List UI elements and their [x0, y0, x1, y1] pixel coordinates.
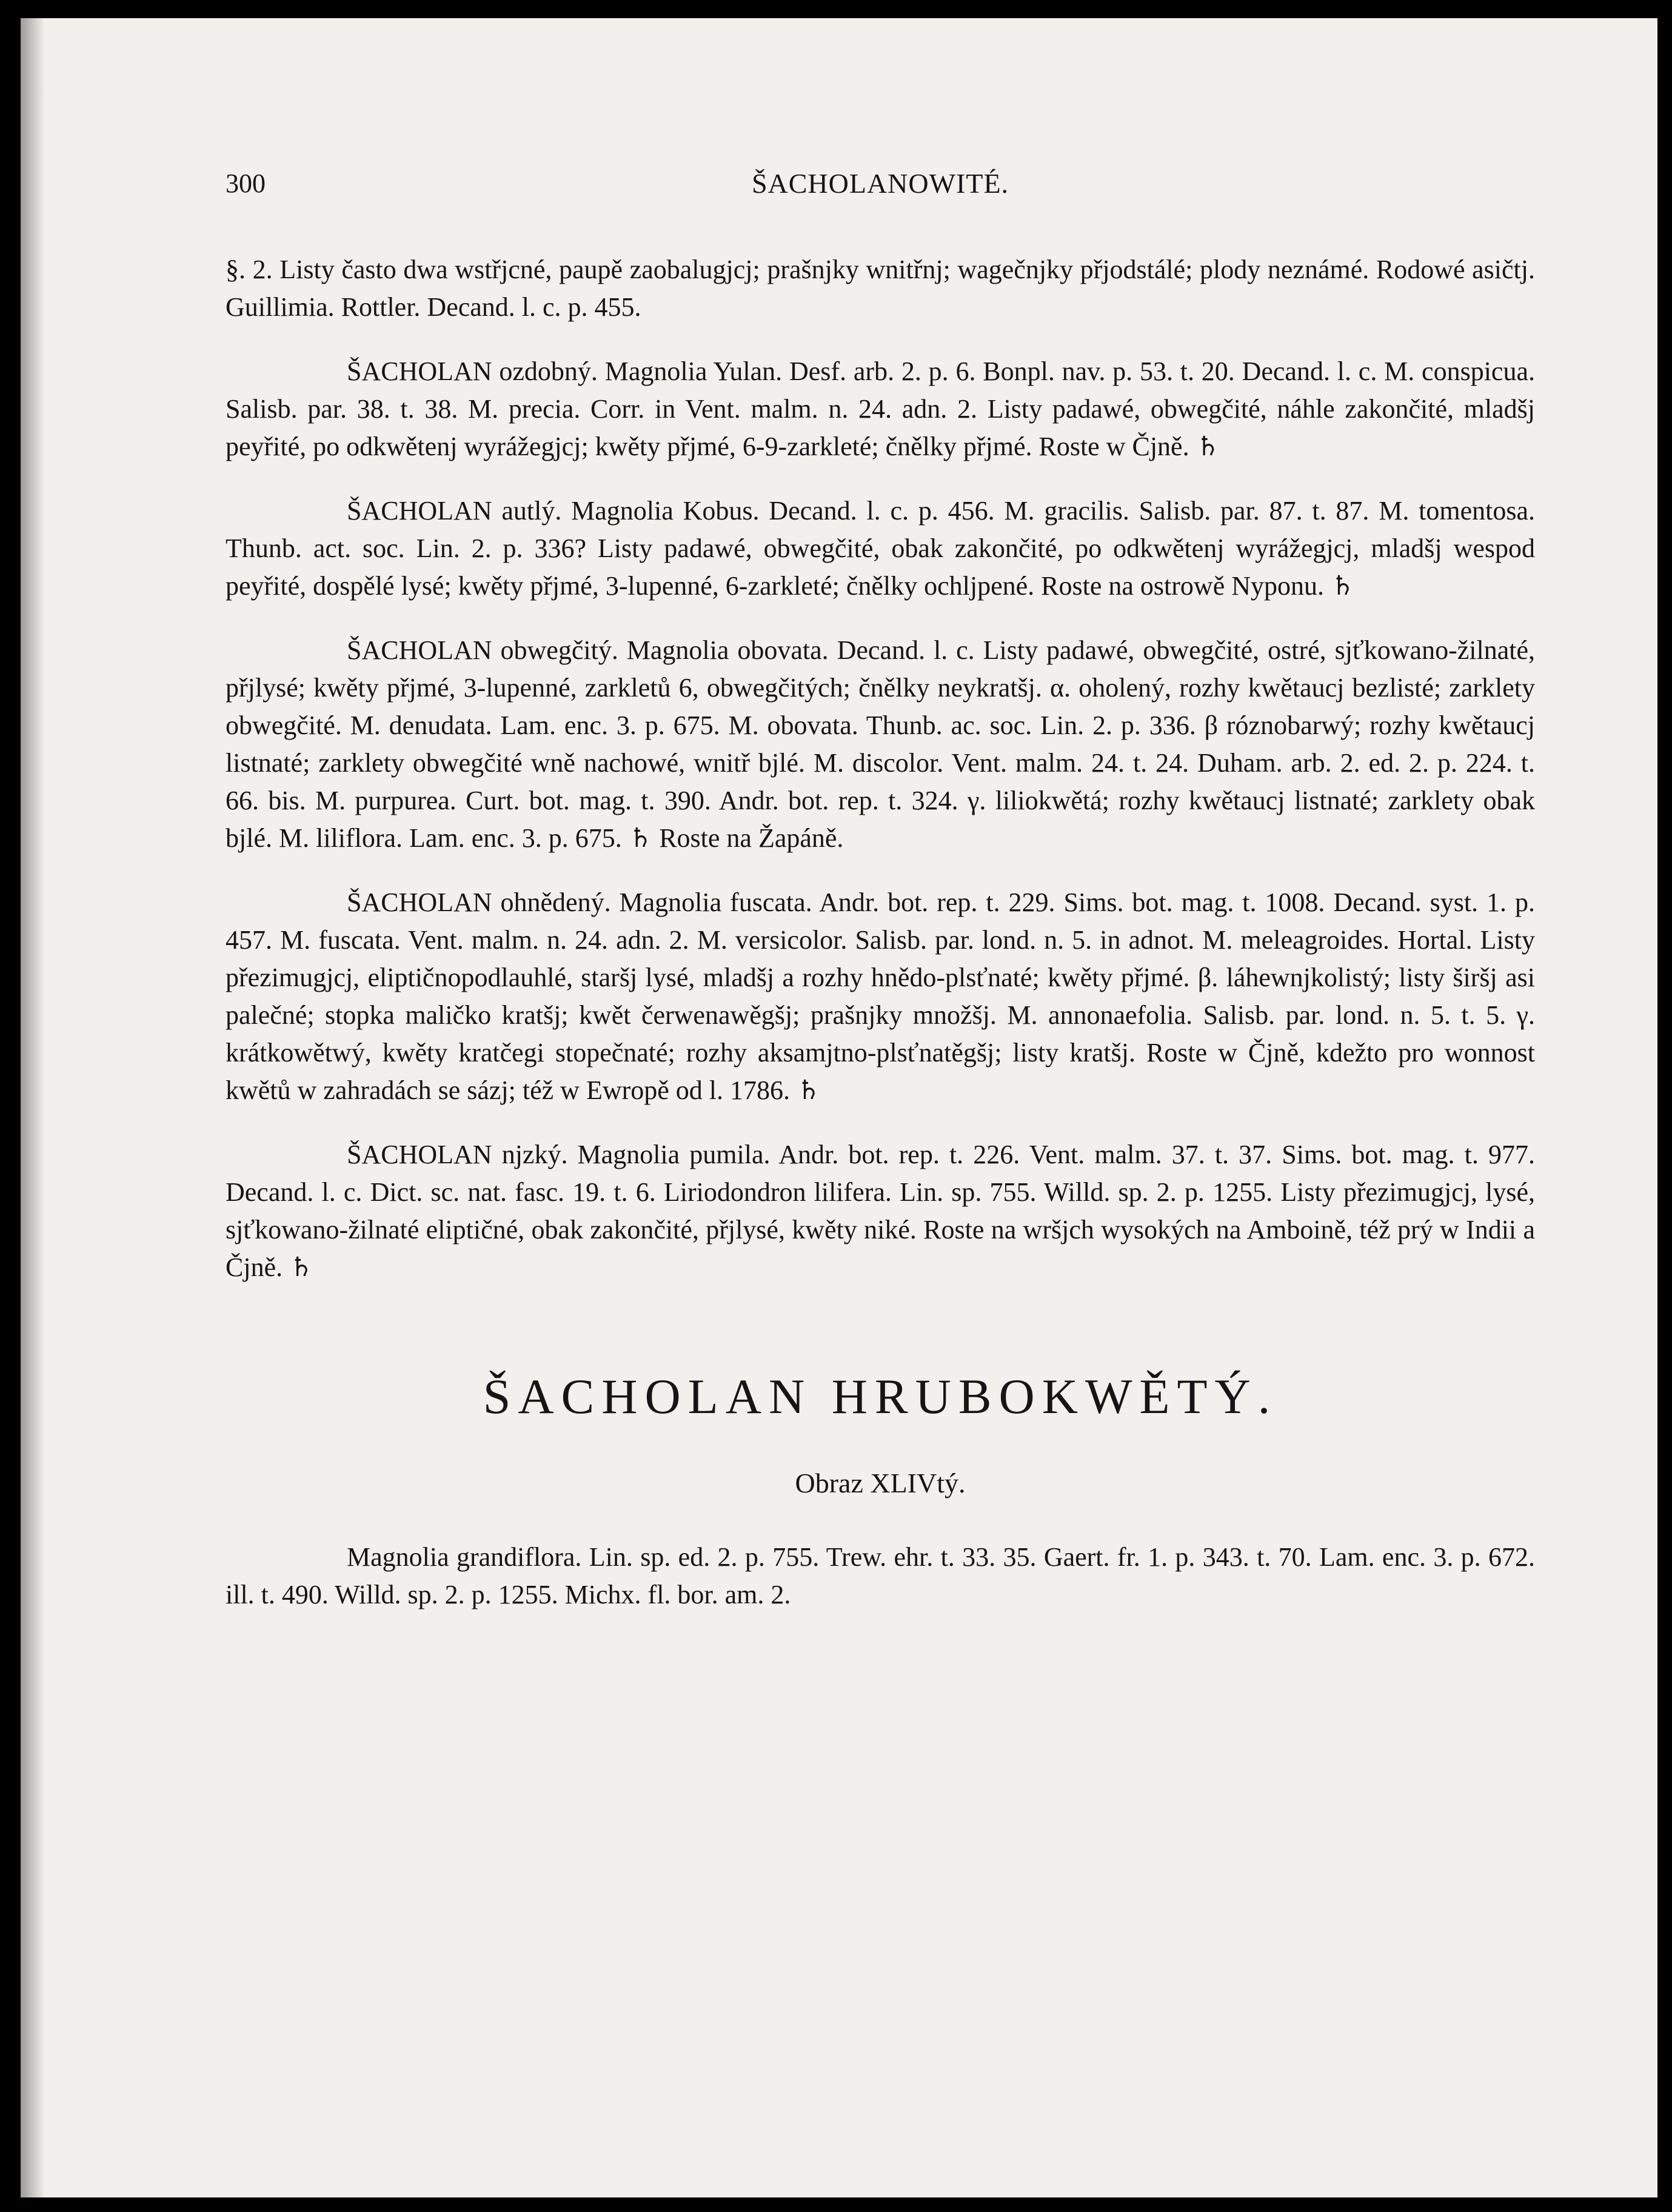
- intro-paragraph: §. 2. Listy často dwa wstřjcné, paupě zaobalugjcj; prašnjky wnitřnj; wagečnjky přjodstálé; plody neznámé. Rodowé asičtj. Guillimia. Rottler. Decand. l. c. p. 455.: [226, 255, 1535, 322]
- page-number: 300: [226, 169, 266, 198]
- gutter-shadow: [21, 18, 45, 2197]
- entry-autly: ŠACHOLAN autlý. Magnolia Kobus. Decand. l. c. p. 456. M. gracilis. Salisb. par. 87. t. 87. M. tomentosa. Thunb. act. soc. Lin. 2. p. 336? Listy padawé, obwegčité, obak zakončité, po odkwětenj wyrážegjcj, mladšj wespod peyřité, dospělé lysé; kwěty přjmé, 3-lupenné, 6-zarkleté; čnělky ochljpené. Roste na ostrowě Nyponu. ♄: [226, 496, 1535, 601]
- entry-obwegcity: ŠACHOLAN obwegčitý. Magnolia obovata. Decand. l. c. Listy padawé, obwegčité, ostré, sjťkowano-žilnaté, přjlysé; kwěty přjmé, 3-lupenné, zarkletů 6, obwegčitých; čnělky neykratšj. α. oholený, rozhy kwětaucj bezlisté; zarklety obwegčité. M. denudata. Lam. enc. 3. p. 675. M. obovata. Thunb. ac. soc. Lin. 2. p. 336. β róznobarwý; rozhy kwětaucj listnaté; zarklety obwegčité wně nachowé, wnitř bjlé. M. discolor. Vent. malm. 24. t. 24. Duham. arb. 2. ed. 2. p. 224. t. 66. bis. M. purpurea. Curt. bot. mag. t. 390. Andr. bot. rep. t. 324. γ. liliokwětá; rozhy kwětaucj listnaté; zarklety obak bjlé. M. liliflora. Lam. enc. 3. p. 675. ♄ Roste na Žapáně.: [226, 635, 1535, 853]
- entry-ozdobny: ŠACHOLAN ozdobný. Magnolia Yulan. Desf. arb. 2. p. 6. Bonpl. nav. p. 53. t. 20. Decand. l. c. M. conspicua. Salisb. par. 38. t. 38. M. precia. Corr. in Vent. malm. n. 24. adn. 2. Listy padawé, obwegčité, náhle zakončité, mladšj peyřité, po odkwětenj wyrážegjcj; kwěty přjmé, 6-9-zarkleté; čnělky přjmé. Roste w Čjně. ♄: [226, 356, 1535, 461]
- section-title: ŠACHOLAN HRUBOKWĚTÝ.: [483, 1369, 1278, 1424]
- plate-reference: Obraz XLIVtý.: [795, 1468, 966, 1499]
- entry-ohnedeny: ŠACHOLAN ohnědený. Magnolia fuscata. Andr. bot. rep. t. 229. Sims. bot. mag. t. 1008. Decand. syst. 1. p. 457. M. fuscata. Vent. malm. n. 24. adn. 2. M. versicolor. Salisb. par. lond. n. 5. in adnot. M. meleagroides. Hortal. Listy přezimugjcj, eliptičnopodlauhlé, staršj lysé, mladšj a rozhy hnědo-plsťnaté; kwěty přjmé. β. láhewnjkolistý; listy širšj asi palečné; stopka maličko kratšj; kwět čerwenawěgšj; prašnjky množšj. M. annonaefolia. Salisb. par. lond. n. 5. t. 5. γ. krátkowětwý, kwěty kratčegi stopečnaté; rozhy aksamjtno-plsťnatěgšj; listy kratšj. Roste w Čjně, kdežto pro wonnost kwětů w zahradách se sázj; též w Ewropě od l. 1786. ♄: [226, 887, 1535, 1105]
- entry-grandiflora: Magnolia grandiflora. Lin. sp. ed. 2. p. 755. Trew. ehr. t. 33. 35. Gaert. fr. 1. p. 343. t. 70. Lam. enc. 3. p. 672. ill. t. 490. Willd. sp. 2. p. 1255. Michx. fl. bor. am. 2.: [226, 1542, 1535, 1609]
- page-content: [226, 139, 1535, 1614]
- book-page: [21, 18, 1657, 2197]
- running-head: ŠACHOLANOWITÉ.: [751, 168, 1009, 199]
- page-header: [226, 159, 1535, 213]
- entry-njzky: ŠACHOLAN njzký. Magnolia pumila. Andr. bot. rep. t. 226. Vent. malm. 37. t. 37. Sims. bot. mag. t. 977. Decand. l. c. Dict. sc. nat. fasc. 19. t. 6. Liriodondron lilifera. Lin. sp. 755. Willd. sp. 2. p. 1255. Listy přezimugjcj, lysé, sjťkowano-žilnaté eliptičné, obak zakončité, přjlysé, kwěty niké. Roste na wršjch wysokých na Amboině, též prý w Indii a Čjně. ♄: [226, 1140, 1535, 1282]
